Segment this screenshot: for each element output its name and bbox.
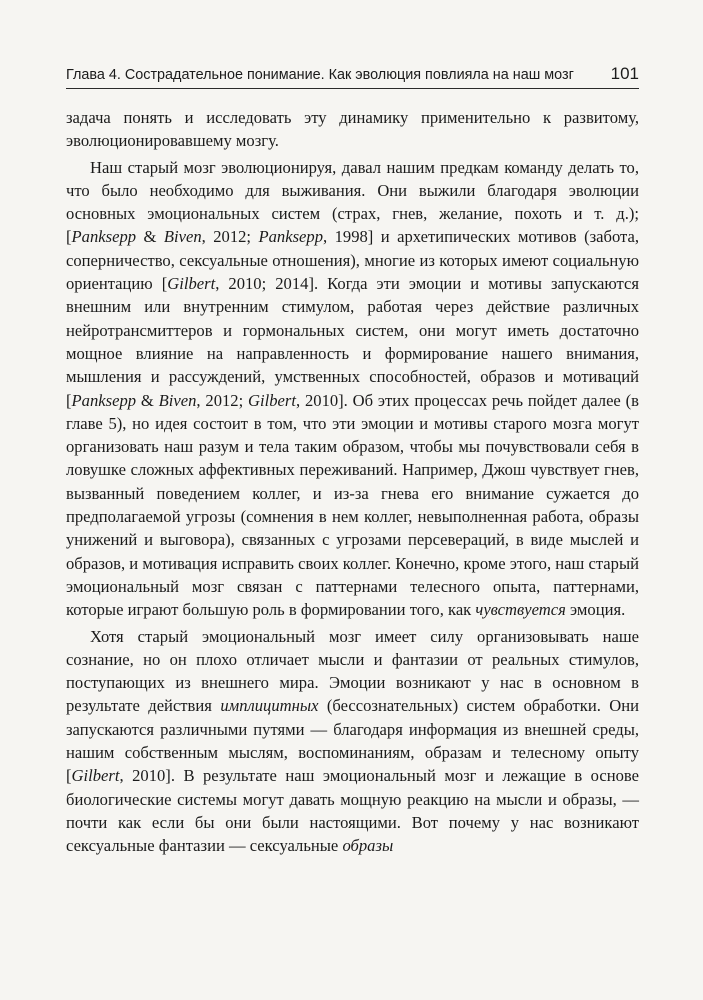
paragraph: [66, 625, 639, 858]
text-run: Хотя старый эмоциональный мозг имеет силу организовывать наше сознание, но он плохо отличает мысли и фантазии от реальных стимулов, поступающих из внешнего мира. Эмоции возникают у нас в основном в результате действия: [66, 626, 639, 716]
text-run: , 2010]. Об этих процессах речь пойдет далее (в главе 5), но идея состоит в том, что эти эмоции и мотивы старого мозга могут организовать наш разум и тела таким образом, чтобы мы почувствовали себя в ловушке сложных аффективных переживаний. Например, Джош чувствует гнев, вызванный поведением коллег, и из-за гнева его внимание сужается до предполагаемой угрозы (сомнения в нем коллег, невыполненная работа, образы унижений и выговора), связанных с угрозами персевераций, в виде мыслей и образов, и мотивация исправить своих коллег. Конечно, кроме этого, наш старый эмоциональный мозг связан с паттернами телесного опыта, паттернами, которые играют большую роль в формировании того, как: [66, 390, 639, 620]
italic-text: Biven: [163, 227, 202, 247]
italic-text: Gilbert: [167, 274, 216, 294]
text-run: , 2010]. В результате наш эмоциональный мозг и лежащие в основе биологические системы могут давать мощную реакцию на мысли и образы, — почти как если бы они были настоящими. Вот почему у нас возникают сексуальные фантазии — сексуальные: [66, 766, 639, 856]
italic-text: Panksepp: [258, 227, 323, 247]
text-run: эмоция.: [565, 600, 626, 620]
body-text: [66, 106, 639, 858]
text-run: &: [136, 227, 164, 247]
text-run: Наш старый мозг эволюционируя, давал нашим предкам команду делать то, что было необходимо для выживания. Они выжили благодаря эволюции основных эмоциональных систем (страх, гнев, желание, похоть и т. д.); [: [66, 157, 639, 247]
running-header: [66, 62, 639, 89]
italic-text: Gilbert: [71, 766, 120, 786]
text-run: , 2012;: [201, 227, 259, 247]
text-run: &: [136, 390, 159, 410]
text-run: , 2012;: [196, 390, 249, 410]
paragraph: [66, 106, 639, 153]
chapter-title: Глава 4. Сострадательное понимание. Как эволюция повлияла на наш мозг: [66, 67, 574, 83]
italic-text: Gilbert: [248, 390, 296, 410]
text-run: задача понять и исследовать эту динамику применительно к развитому, эволюционировавшему мозгу.: [66, 108, 639, 151]
text-run: , 1998] и архетипических мотивов (забота, соперничество, сексуальные отношения), многие из которых имеют социальную ориентацию [: [66, 227, 639, 294]
italic-text: Panksepp: [71, 390, 137, 410]
italic-text: образы: [342, 836, 394, 856]
page-number: 101: [610, 64, 639, 83]
italic-text: имплицитных: [220, 696, 319, 716]
text-run: (бессознательных) систем обработки. Они запускаются различными путями — благодаря информация из внешней среды, нашим собственным мыслям, воспоминаниям, образам и телесному опыту [: [66, 696, 640, 786]
italic-text: Biven: [158, 390, 197, 410]
paragraph: [66, 156, 639, 622]
italic-text: чувствуется: [475, 600, 566, 620]
italic-text: Panksepp: [71, 227, 137, 247]
text-run: , 2010; 2014]. Когда эти эмоции и мотивы запускаются внешним или внутренним стимулом, работая через действие различных нейротрансмиттеров и гормональных систем, они могут иметь достаточно мощное влияние на направленность и формирование нашего внимания, мышления и рассуждений, умственных способностей, образов и мотиваций [: [66, 274, 639, 410]
